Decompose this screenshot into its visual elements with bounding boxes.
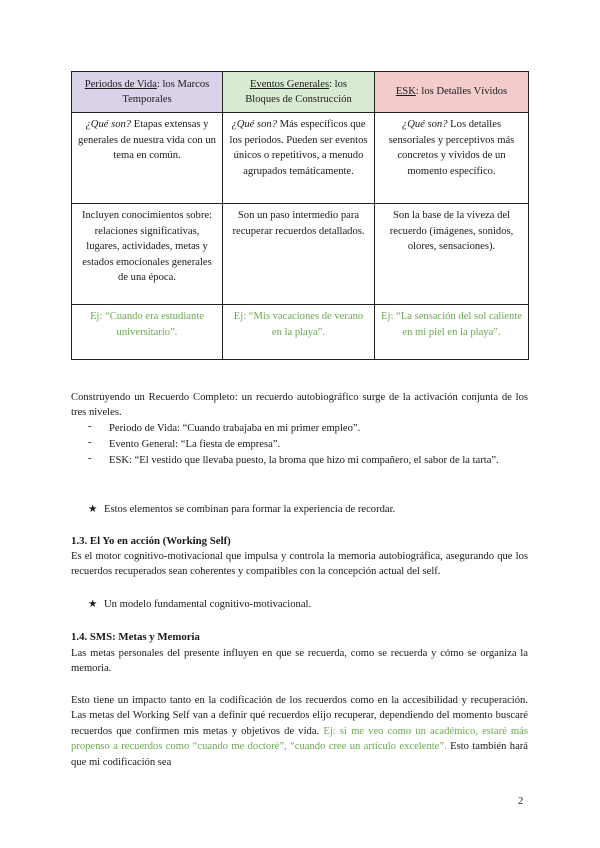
table-row — [72, 113, 529, 204]
star-note: ★ Un modelo fundamental cognitivo-motivacional. — [88, 597, 311, 612]
table-cell: Son la base de la viveza del recuerdo (imágenes, sonidos, olores, sensaciones). — [375, 204, 529, 305]
section-title: 1.3. El Yo en acción (Working Self) — [71, 535, 231, 547]
example-cell: Ej: “La sensación del sol caliente en mi piel en la playa”. — [375, 305, 529, 360]
table-header-row — [72, 72, 529, 113]
construct-intro: Construyendo un Recuerdo Completo: un recuerdo autobiográfico surge de la activación conjunta de los tres niveles. — [71, 392, 528, 419]
list-item: Evento General: “La fiesta de empresa”. — [109, 439, 281, 450]
table-cell: ¿Qué son? Más específicos que los periodos. Pueden ser eventos únicos o repetitivos, a menudo agrupados temáticamente. — [223, 113, 375, 204]
table-cell: Son un paso intermedio para recuperar recuerdos detallados. — [223, 204, 375, 305]
example-cell: Ej: “Mis vacaciones de verano en la playa”. — [223, 305, 375, 360]
section-body-2: Esto tiene un impacto tanto en la codificación de los recuerdos como en la accesibilidad y recuperación. Las metas del Working Self van a definir qué recuerdos elijo recuperar, dependiendo del momento buscaré recuerdos que confirmen mis metas y objetivos de vida. Ej: si me veo como un académico, estaré más propenso a recuerdos como “cuando me doctoré”, “cuando cree un artículo excelente”. Esto también hará que mi codificación sea — [71, 695, 529, 768]
star-icon: ★ — [88, 504, 98, 515]
table-cell: ¿Qué son? Etapas extensas y generales de nuestra vida con un tema en común. — [72, 113, 223, 204]
header-periodos: Periodos de Vida: los Marcos Temporales — [72, 72, 223, 113]
list-dash: - — [88, 437, 92, 448]
list-dash: - — [88, 453, 92, 464]
list-item: ESK: “El vestido que llevaba puesto, la broma que hizo mi compañero, el sabor de la tarta”. — [109, 455, 499, 466]
star-note: ★ Estos elementos se combinan para formar la experiencia de recordar. — [88, 502, 395, 517]
table-cell: ¿Qué son? Los detalles sensoriales y perceptivos más concretos y vívidos de un momento específico. — [375, 113, 529, 204]
section-title: 1.4. SMS: Metas y Memoria — [71, 631, 200, 643]
list-item: Periodo de Vida: “Cuando trabajaba en mi primer empleo”. — [109, 423, 361, 434]
memory-levels-table — [71, 71, 529, 360]
star-icon: ★ — [88, 599, 98, 610]
example-cell: Ej: “Cuando era estudiante universitario”. — [72, 305, 223, 360]
page-number: 2 — [518, 796, 524, 807]
table-row — [72, 305, 529, 360]
header-esk: ESK: los Detalles Vívidos — [375, 72, 529, 113]
section-body: Es el motor cognitivo-motivacional que impulsa y controla la memoria autobiográfica, asegurando que los recuerdos recuperados sean coherentes y compatibles con la concepción actual del self. — [71, 551, 528, 578]
list-dash: - — [88, 421, 92, 432]
table-cell: Incluyen conocimientos sobre: relaciones significativas, lugares, actividades, metas y estados emocionales generales de una época. — [72, 204, 223, 305]
table-row — [72, 204, 529, 305]
section-body: Las metas personales del presente influyen en que se recuerda, como se recuerda y cómo se organiza la memoria. — [71, 648, 528, 675]
header-eventos: Eventos Generales: los Bloques de Construcción — [223, 72, 375, 113]
